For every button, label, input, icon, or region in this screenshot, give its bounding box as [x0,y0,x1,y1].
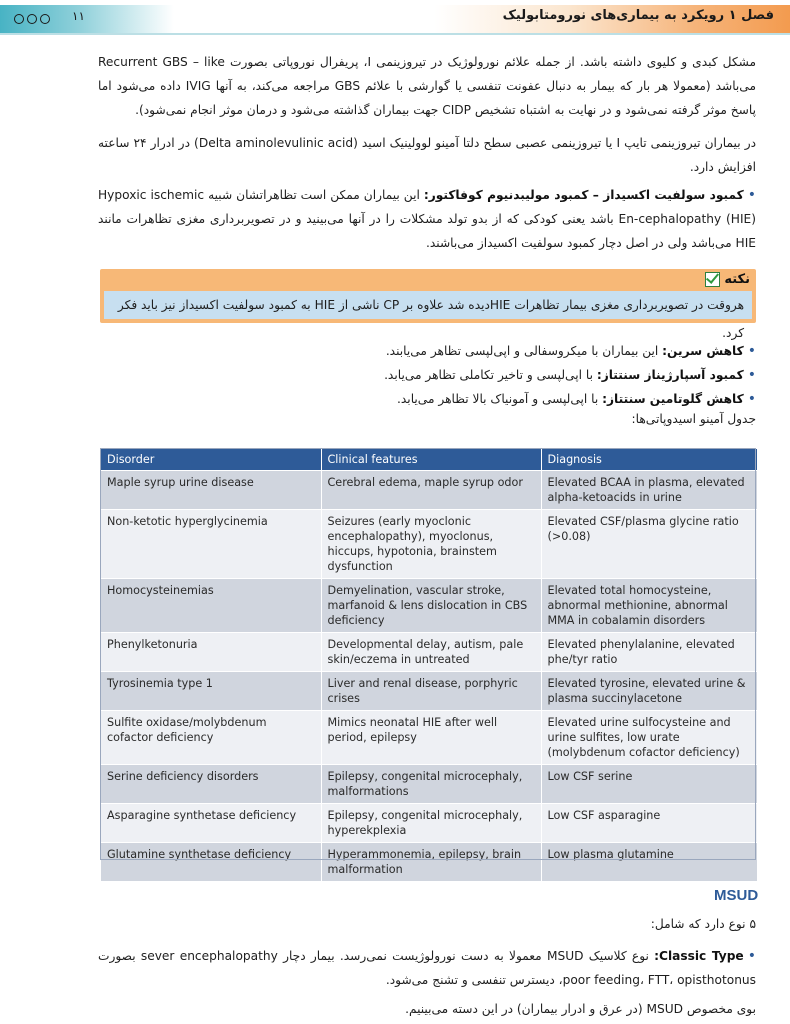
note-text: هروقت در تصویربرداری مغزی بیمار تظاهرات HIEدیده شد علاوه بر CP ناشی از HIE به کمبود سولفیت اکسیداز نیز باید فکر کرد. [104,291,752,319]
table-row [101,672,757,711]
table-cell-clinical: Epilepsy, congenital microcephaly, hyperekplexia [321,804,541,843]
bullet-serine-text: این بیماران با میکروسفالی و اپی‌لپسی تظاهر می‌یابند. [385,344,663,358]
bullet-msud-classic [98,944,756,992]
aminoacidopathies-table [101,449,758,881]
table-cell-clinical: Developmental delay, autism, pale skin/eczema in untreated [321,633,541,672]
bullet-glutamine [98,387,756,411]
table-row [101,843,757,882]
table-cell-disorder: Maple syrup urine disease [101,471,321,510]
bullet-serine [98,339,756,363]
table-cell-diagnosis: Elevated CSF/plasma glycine ratio (>0.08) [541,510,757,579]
column-header-clinical-features: Clinical features [321,449,541,471]
section-heading-msud: MSUD [714,887,759,904]
page-header [0,0,790,36]
bullet-glutamine-title: کاهش گلوتامین سنتتاز: [602,392,744,406]
table-row [101,510,757,579]
table-cell-diagnosis: Elevated phenylalanine, elevated phe/tyr ratio [541,633,757,672]
table-cell-disorder: Phenylketonuria [101,633,321,672]
table-cell-clinical: Epilepsy, congenital microcephaly, malformations [321,765,541,804]
table-header-row [101,449,757,471]
table-cell-disorder: Asparagine synthetase deficiency [101,804,321,843]
table-cell-disorder: Tyrosinemia type 1 [101,672,321,711]
bullet-msud-classic-text: نوع کلاسیک MSUD معمولا به دست نورولوژیست نمی‌رسد. بیمار دچار sever encephalopathy بصورت poor feeding، FTT، opisthotonus، دیسترس تنفسی و تشنج می‌شود. [98,949,756,987]
table-cell-clinical: Hyperammonemia, epilepsy, brain malformation [321,843,541,882]
bullet-sulfite-oxidase [98,183,756,255]
table-row [101,765,757,804]
msud-intro: ۵ نوع دارد که شامل: [650,917,756,931]
note-heading-label: نکته [724,272,750,287]
note-box [100,269,756,340]
bullet-asparagine-text: با اپی‌لپسی و تاخیر تکاملی تظاهر می‌یابد. [384,368,597,382]
table-cell-disorder: Non-ketotic hyperglycinemia [101,510,321,579]
page-number: ۱۱ [72,9,85,23]
msud-odor-line: بوی مخصوص MSUD (در عرق و ادرار بیماران) در این دسته می‌بینیم. [405,1002,756,1016]
table-cell-diagnosis: Elevated BCAA in plasma, elevated alpha-ketoacids in urine [541,471,757,510]
bullet-serine-title: کاهش سرین: [662,344,744,358]
table-cell-clinical: Mimics neonatal HIE after well period, epilepsy [321,711,541,765]
paragraph-tyrosinemia-neuropathy: مشکل کبدی و کلیوی داشته باشد. از جمله علائم نورولوژیک در تیروزینمی I، پریفرال نوروپاتی بصورت Recurrent GBS – like می‌باشد (معمولا هر بار که بیمار به دنبال عفونت تنفسی یا گوارشی با علائم GBS مراجعه می‌کند، به آنها IVIG داده می‌شود اما پاسخ موثر گرفته نمی‌شود و در نهایت به اشتباه تشخیص CIDP جهت بیماران گذاشته می‌شود و درمان موثر انجام نمی‌شود). [98,55,756,117]
bullet-asparagine-title: کمبود آسپارژیناز سنتتاز: [596,368,744,382]
chapter-title: فصل ۱ رویکرد به بیماری‌های نورومتابولیک [502,8,774,23]
note-heading [705,272,750,287]
table-row [101,711,757,765]
table-row [101,633,757,672]
paragraph-delta-aminolevulinic: در بیماران تیروزینمی تایپ I یا تیروزینمی عصبی سطح دلتا آمینو لوولینیک اسید (Delta aminolevulinic acid) در ادرار ۲۴ ساعته افزایش دارد. [98,136,757,174]
table-cell-diagnosis: Low CSF serine [541,765,757,804]
table-row [101,804,757,843]
bullet-asparagine [98,363,756,387]
table-cell-clinical: Seizures (early myoclonic encephalopathy), myoclonus, hiccups, hypotonia, brainstem dysfunction [321,510,541,579]
table-cell-disorder: Glutamine synthetase deficiency [101,843,321,882]
table-cell-diagnosis: Elevated total homocysteine, abnormal methionine, abnormal MMA in cobalamin disorders [541,579,757,633]
bullet-sulfite-oxidase-title: کمبود سولفیت اکسیداز – کمبود مولیبدنیوم کوفاکتور: [423,188,744,202]
checkbox-icon [705,272,720,287]
table-cell-diagnosis: Low plasma glutamine [541,843,757,882]
table-row [101,579,757,633]
table-cell-diagnosis: Low CSF asparagine [541,804,757,843]
column-header-diagnosis: Diagnosis [541,449,757,471]
table-cell-diagnosis: Elevated tyrosine, elevated urine & plasma succinylacetone [541,672,757,711]
table-cell-clinical: Cerebral edema, maple syrup odor [321,471,541,510]
table-cell-clinical: Liver and renal disease, porphyric crises [321,672,541,711]
table-row [101,471,757,510]
bullet-glutamine-text: با اپی‌لپسی و آمونیاک بالا تظاهر می‌یابد. [397,392,603,406]
table-cell-disorder: Homocysteinemias [101,579,321,633]
decorative-dots-icon [14,14,50,24]
header-rule [0,33,790,35]
table-cell-clinical: Demyelination, vascular stroke, marfanoid & lens dislocation in CBS deficiency [321,579,541,633]
table-caption: جدول آمینو اسیدوپاتی‌ها: [631,412,756,426]
bullet-msud-classic-title: Classic Type: [654,949,744,963]
bullet-sulfite-oxidase-text: این بیماران ممکن است تظاهراتشان شبیه Hypoxic ischemic En-cephalopathy (HIE) باشد یعنی کودکی که از بدو تولد مشکلات را در آنها می‌بینید و در تصویربرداری مغزی تظاهرات مانند HIE می‌باشد ولی در اصل دچار کمبود سولفیت اکسیداز می‌باشند. [98,188,756,250]
column-header-disorder: Disorder [101,449,321,471]
table-cell-diagnosis: Elevated urine sulfocysteine and urine sulfites, low urate (molybdenum cofactor deficiency) [541,711,757,765]
table-cell-disorder: Serine deficiency disorders [101,765,321,804]
table-cell-disorder: Sulfite oxidase/molybdenum cofactor deficiency [101,711,321,765]
